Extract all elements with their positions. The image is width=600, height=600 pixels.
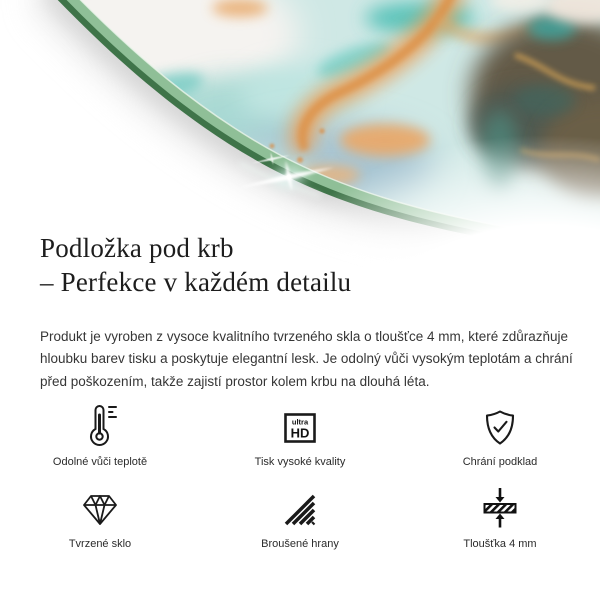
feature-label: Chrání podklad — [462, 456, 538, 468]
thickness-icon — [480, 482, 520, 530]
feature-label: Tisk vysoké kvality — [254, 456, 346, 468]
diamond-icon — [78, 482, 122, 530]
feature-protects-floor — [405, 400, 595, 468]
page-title — [40, 231, 351, 299]
page-title-line2: – Perfekce v každém detailu — [40, 267, 352, 297]
product-description: Produkt je vyroben z vysoce kvalitního tvrzeného skla o tloušťce 4 mm, které zdůrazňuje hloubku barev tisku a poskytuje elegantní lesk. Je odolný vůči vysokým teplotám a chrání před poškozením, takže zajistí prostor kolem krbu na dlouhá léta. — [40, 328, 573, 389]
shield-check-icon — [480, 400, 520, 448]
feature-label: Broušené hrany — [261, 538, 339, 550]
page-title-line1: Podložka pod krb — [40, 233, 234, 263]
svg-text:ultra: ultra — [291, 417, 309, 427]
feature-label: Tvrzené sklo — [68, 538, 132, 550]
feature-label: Odolné vůči teplotě — [52, 456, 148, 468]
feature-polished-edges — [205, 482, 395, 550]
feature-print-quality — [205, 400, 395, 468]
feature-thickness — [405, 482, 595, 550]
feature-heat-resistant — [5, 400, 195, 468]
thermometer-icon — [78, 400, 122, 448]
feature-grid — [0, 400, 600, 550]
beveled-edges-icon — [280, 482, 320, 530]
ultra-hd-icon — [280, 400, 320, 448]
feature-tempered-glass — [5, 482, 195, 550]
feature-label: Tloušťka 4 mm — [463, 538, 537, 550]
svg-text:HD: HD — [290, 425, 310, 441]
